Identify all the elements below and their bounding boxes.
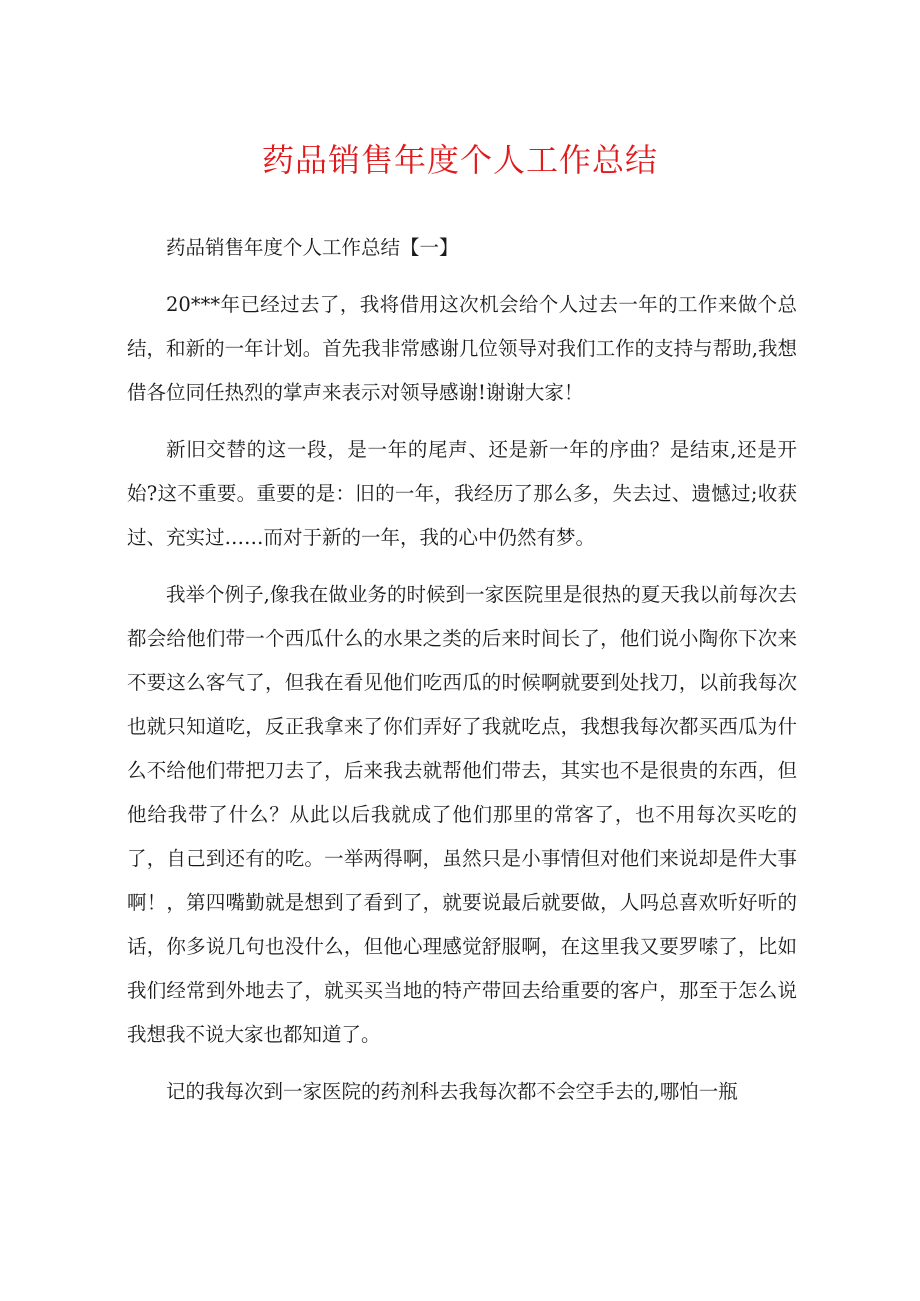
- section-heading: 药品销售年度个人工作总结【一】: [166, 236, 459, 259]
- paragraph-3: 我举个例子,像我在做业务的时候到一家医院里是很热的夏天我以前每次去都会给他们带一个西瓜什么的水果之类的后来时间长了，他们说小陶你下次来不要这么客气了，但我在看见他们吃西瓜的时候啊就要到处找刀，以前我每次也就只知道吃，反正我拿来了你们弄好了我就吃点，我想我每次都买西瓜为什么不给他们带把刀去了，后来我去就帮他们带去，其实也不是很贵的东西，但他给我带了什么？从此以后我就成了他们那里的常客了，也不用每次买吃的了，自己到还有的吃。一举两得啊，虽然只是小事情但对他们来说却是件大事啊！，第四嘴勤就是想到了看到了，就要说最后就要做，人吗总喜欢听好听的话，你多说几句也没什么，但他心理感觉舒服啊，在这里我又要罗嗦了，比如我们经常到外地去了，就买买当地的特产带回去给重要的客户，那至于怎么说我想我不说大家也都知道了。: [127, 583, 797, 1046]
- paragraph-4: 记的我每次到一家医院的药剂科去我每次都不会空手去的,哪怕一瓶: [166, 1080, 738, 1103]
- document-title: 药品销售年度个人工作总结: [261, 141, 658, 179]
- document-body: [127, 226, 797, 1127]
- paragraph-1: 20***年已经过去了，我将借用这次机会给个人过去一年的工作来做个总结，和新的一年计划。首先我非常感谢几位领导对我们工作的支持与帮助,我想借各位同任热烈的掌声来表示对领导感谢!谢谢大家！: [127, 293, 797, 404]
- paragraph-2: 新旧交替的这一段，是一年的尾声、还是新一年的序曲？是结束,还是开始?这不重要。重要的是：旧的一年，我经历了那么多，失去过、遗憾过;收获过、充实过……而对于新的一年，我的心中仍然有梦。: [127, 438, 797, 549]
